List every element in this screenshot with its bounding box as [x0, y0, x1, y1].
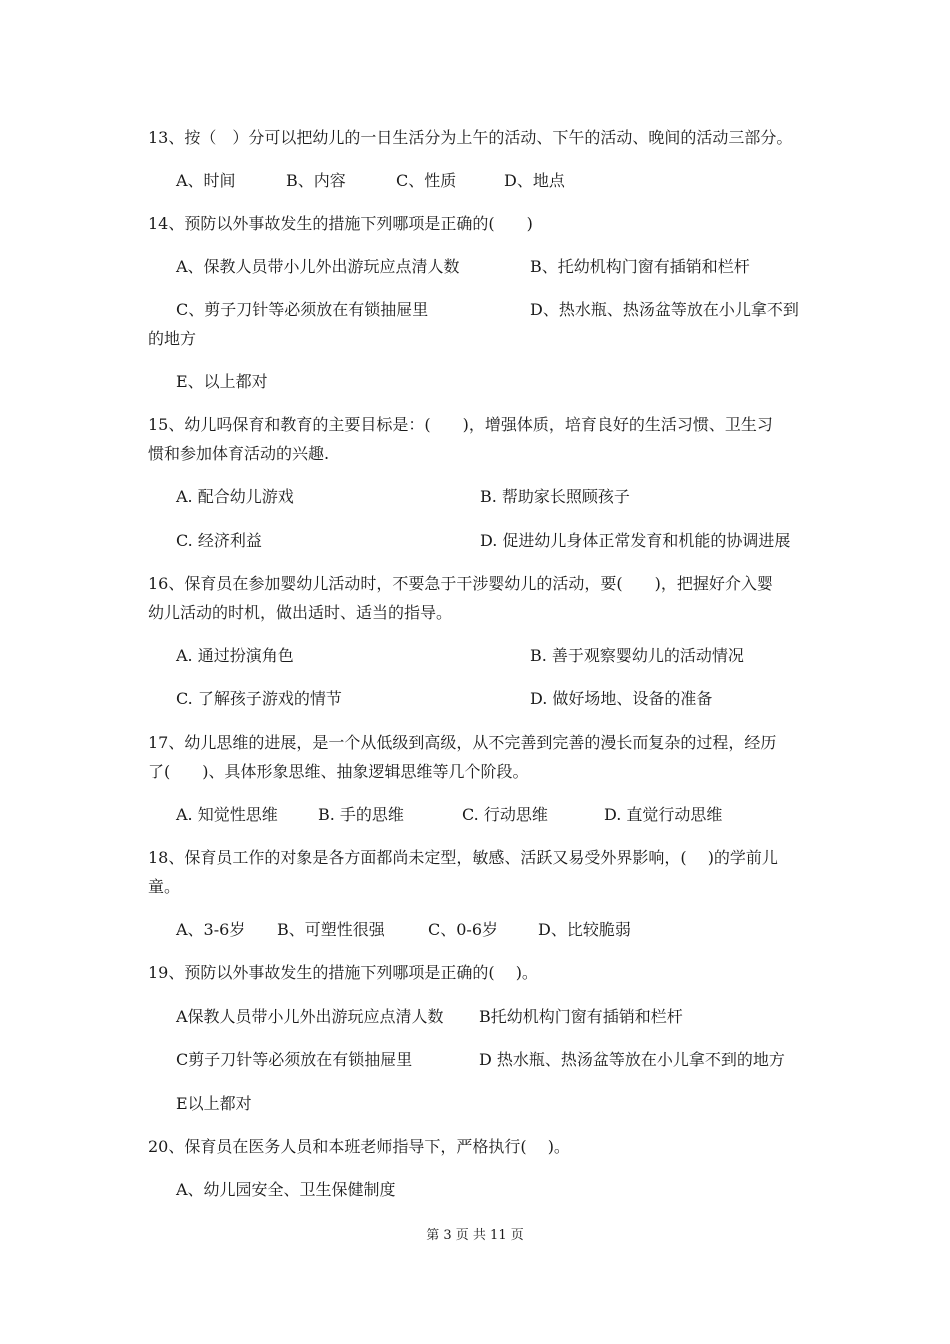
- question-18-stem-line-1: 18、保育员工作的对象是各方面都尚未定型，敏感、活跃又易受外界影响，( )的学前儿: [148, 848, 778, 867]
- question-15-stem-line-2: 惯和参加体育活动的兴趣.: [148, 444, 330, 463]
- question-17-option-a: A. 知觉性思维: [176, 805, 278, 824]
- question-17-option-c: C. 行动思维: [462, 805, 548, 824]
- question-16-stem-line-2: 幼儿活动的时机，做出适时、适当的指导。: [148, 603, 453, 622]
- question-15-stem-line-1: 15、幼儿吗保育和教育的主要目标是：( )，增强体质，培育良好的生活习惯、卫生习: [148, 415, 773, 434]
- question-14-option-a: A、保教人员带小儿外出游玩应点清人数: [176, 257, 460, 276]
- question-15-option-a: A. 配合幼儿游戏: [176, 487, 294, 506]
- question-17-stem-line-1: 17、幼儿思维的进展，是一个从低级到高级，从不完善到完善的漫长而复杂的过程，经历: [148, 733, 777, 752]
- question-16-option-d: D. 做好场地、设备的准备: [530, 689, 713, 708]
- question-18-option-b: B、可塑性很强: [277, 920, 385, 939]
- question-14-option-b: B、托幼机构门窗有插销和栏杆: [530, 257, 750, 276]
- question-19-option-c: C剪子刀针等必须放在有锁抽屉里: [176, 1050, 413, 1069]
- question-19-option-b: B托幼机构门窗有插销和栏杆: [479, 1007, 683, 1026]
- question-20-stem: 20、保育员在医务人员和本班老师指导下，严格执行( )。: [148, 1137, 570, 1156]
- question-15-option-c: C. 经济利益: [176, 531, 262, 550]
- question-18-option-d: D、比较脆弱: [538, 920, 631, 939]
- question-16-option-b: B. 善于观察婴幼儿的活动情况: [530, 646, 744, 665]
- question-20-option-a: A、幼儿园安全、卫生保健制度: [176, 1180, 396, 1199]
- question-14-option-c: C、剪子刀针等必须放在有锁抽屉里: [176, 300, 429, 319]
- question-17-option-d: D. 直觉行动思维: [604, 805, 723, 824]
- question-19-option-e: E以上都对: [176, 1094, 252, 1113]
- question-19-option-d: D 热水瓶、热汤盆等放在小儿拿不到的地方: [479, 1050, 785, 1069]
- question-18-option-a: A、3-6岁: [176, 920, 246, 939]
- question-19-stem: 19、预防以外事故发生的措施下列哪项是正确的( )。: [148, 963, 538, 982]
- question-18-stem-line-2: 童。: [148, 877, 181, 896]
- question-16-stem-line-1: 16、保育员在参加婴幼儿活动时，不要急于干涉婴幼儿的活动，要( )，把握好介入婴: [148, 574, 773, 593]
- question-14-option-e: E、以上都对: [176, 372, 268, 391]
- question-17-stem-line-2: 了( )、具体形象思维、抽象逻辑思维等几个阶段。: [148, 762, 529, 781]
- question-13-option-a: A、时间: [176, 171, 236, 190]
- question-18-option-c: C、0-6岁: [428, 920, 499, 939]
- question-17-option-b: B. 手的思维: [318, 805, 404, 824]
- question-13-stem: 13、按（ ）分可以把幼儿的一日生活分为上午的活动、下午的活动、晚间的活动三部分。: [148, 128, 793, 147]
- question-14-option-d: D、热水瓶、热汤盆等放在小儿拿不到: [530, 300, 799, 319]
- question-13-option-c: C、性质: [396, 171, 457, 190]
- question-19-option-a: A保教人员带小儿外出游玩应点清人数: [176, 1007, 444, 1026]
- question-15-option-d: D. 促进幼儿身体正常发育和机能的协调进展: [480, 531, 791, 550]
- page-footer: 第 3 页 共 11 页: [426, 1228, 524, 1243]
- question-15-option-b: B. 帮助家长照顾孩子: [480, 487, 630, 506]
- question-13-option-d: D、地点: [504, 171, 565, 190]
- question-16-option-a: A. 通过扮演角色: [176, 646, 294, 665]
- question-14-option-d-continued: 的地方: [148, 329, 197, 348]
- question-14-stem: 14、预防以外事故发生的措施下列哪项是正确的( ): [148, 214, 533, 233]
- question-13-option-b: B、内容: [286, 171, 346, 190]
- question-16-option-c: C. 了解孩子游戏的情节: [176, 689, 342, 708]
